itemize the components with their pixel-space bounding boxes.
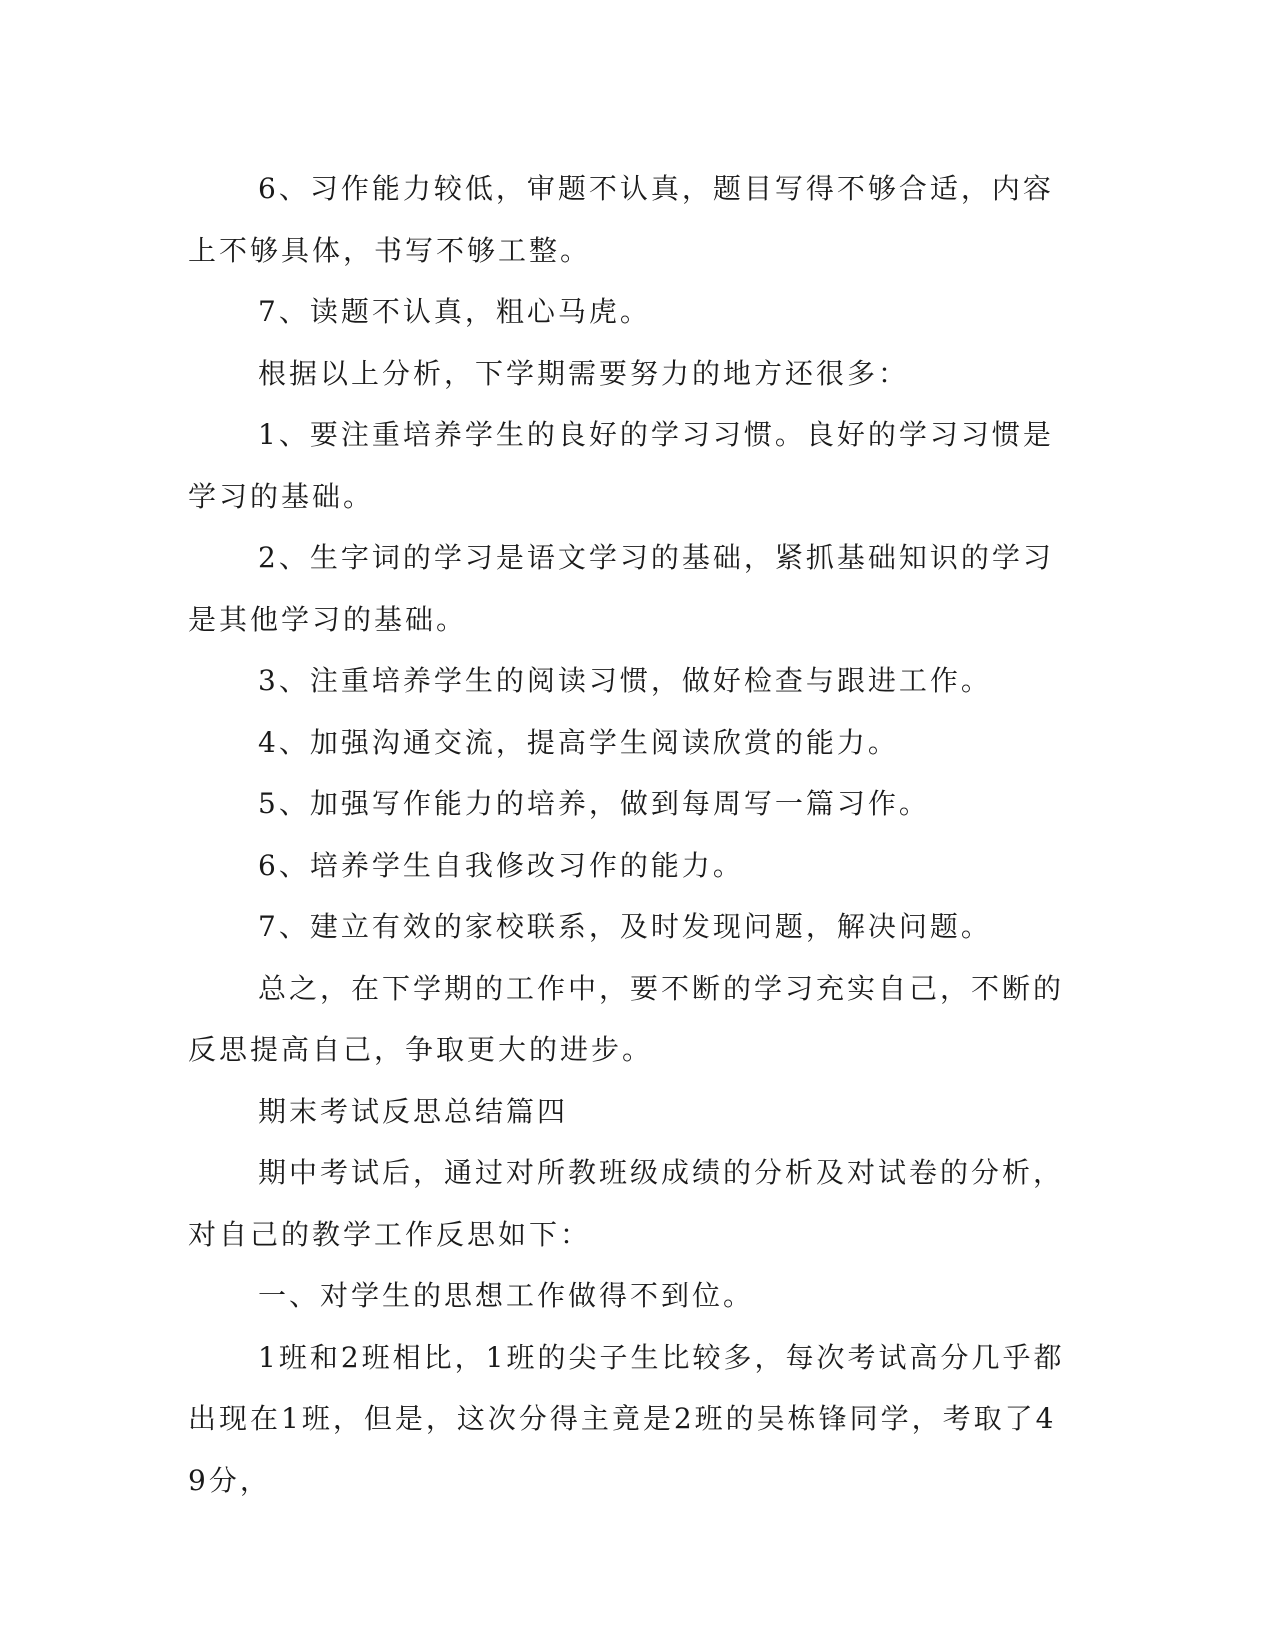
paragraph: 6、培养学生自我修改习作的能力。 (258, 848, 744, 882)
paragraph: 7、读题不认真，粗心马虎。 (258, 295, 651, 328)
document-body (188, 158, 1068, 1511)
paragraph: 3、注重培养学生的阅读习惯，做好检查与跟进工作。 (258, 664, 992, 697)
paragraph: 期中考试后，通过对所教班级成绩的分析及对试卷的分析，对自己的教学工作反思如下： (188, 1156, 1065, 1251)
paragraph: 1班和2班相比，1班的尖子生比较多，每次考试高分几乎都出现在1班，但是，这次分得主竟是2班的吴栋锋同学，考取了49分， (188, 1340, 1065, 1497)
paragraph: 根据以上分析，下学期需要努力的地方还很多： (258, 356, 910, 390)
paragraph: 2、生字词的学习是语文学习的基础，紧抓基础知识的学习是其他学习的基础。 (188, 541, 1054, 636)
paragraph: 7、建立有效的家校联系，及时发现问题，解决问题。 (258, 910, 992, 943)
paragraph: 总之，在下学期的工作中，要不断的学习充实自己，不断的反思提高自己，争取更大的进步。 (188, 971, 1065, 1066)
paragraph: 5、加强写作能力的培养，做到每周写一篇习作。 (258, 787, 930, 820)
paragraph: 6、习作能力较低，审题不认真，题目写得不够合适，内容上不够具体，书写不够工整。 (188, 172, 1054, 267)
paragraph: 1、要注重培养学生的良好的学习习惯。良好的学习习惯是学习的基础。 (188, 418, 1054, 513)
paragraph: 一、对学生的思想工作做得不到位。 (258, 1279, 755, 1312)
section-heading: 期末考试反思总结篇四 (258, 1094, 569, 1128)
paragraph: 4、加强沟通交流，提高学生阅读欣赏的能力。 (258, 725, 899, 759)
